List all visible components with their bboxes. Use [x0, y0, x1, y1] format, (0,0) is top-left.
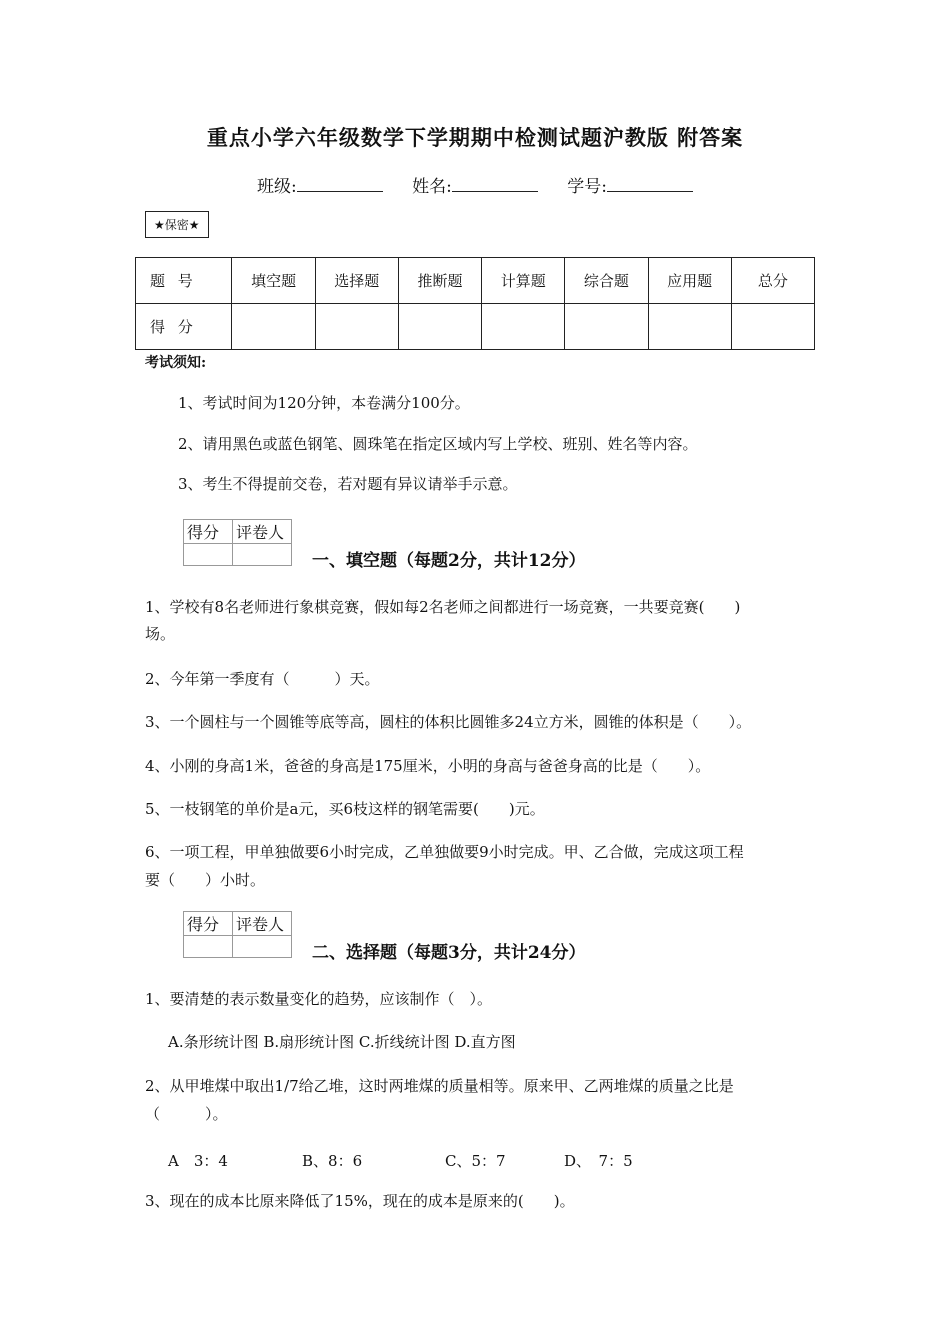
section-title: 一、填空题（每题2分，共计12分） [312, 551, 586, 571]
confidential-badge: ★保密★ [145, 211, 209, 238]
question: 2、从甲堆煤中取出1/7给乙堆，这时两堆煤的质量相等。原来甲、乙两堆煤的质量之比是 [145, 1077, 734, 1095]
option: A 3：4 [168, 1152, 228, 1170]
name-field[interactable] [412, 172, 538, 197]
question: 4、小刚的身高1米，爸爸的身高是175厘米，小明的身高与爸爸身高的比是（ ）。 [145, 757, 711, 775]
question: 2、今年第一季度有（ ）天。 [145, 670, 380, 688]
score-table [135, 257, 815, 350]
question-continued: 场。 [145, 625, 176, 643]
option: B、8：6 [302, 1152, 363, 1170]
score-table-row-head: 题 号 [136, 258, 232, 304]
notice-heading: 考试须知: [145, 355, 207, 371]
score-cell[interactable] [648, 304, 731, 350]
grader-score-cell[interactable] [184, 544, 233, 566]
score-col-comprehensive: 综合题 [565, 258, 648, 304]
question-continued: （ ）。 [145, 1105, 228, 1123]
question: 3、一个圆柱与一个圆锥等底等高，圆柱的体积比圆锥多24立方米，圆锥的体积是（ ）。 [145, 713, 752, 731]
class-blank[interactable] [297, 175, 383, 192]
score-cell[interactable] [232, 304, 315, 350]
notice-item: 3、考生不得提前交卷，若对题有异议请举手示意。 [178, 475, 518, 493]
score-col-calc: 计算题 [482, 258, 565, 304]
grader-score-label: 得分 [184, 912, 233, 936]
grader-reviewer-cell[interactable] [233, 544, 292, 566]
score-col-choice: 选择题 [315, 258, 398, 304]
document-title: 重点小学六年级数学下学期期中检测试题沪教版 附答案 [206, 125, 744, 150]
grader-reviewer-label: 评卷人 [233, 520, 292, 544]
class-field[interactable] [257, 172, 383, 197]
score-col-application: 应用题 [648, 258, 731, 304]
score-cell[interactable] [398, 304, 481, 350]
question-options: A.条形统计图 B.扇形统计图 C.折线统计图 D.直方图 [168, 1033, 516, 1051]
question: 6、一项工程，甲单独做要6小时完成，乙单独做要9小时完成。甲、乙合做，完成这项工程 [145, 843, 744, 861]
grader-reviewer-cell[interactable] [233, 936, 292, 958]
grader-score-cell[interactable] [184, 936, 233, 958]
grader-reviewer-label: 评卷人 [233, 912, 292, 936]
option: C、5：7 [445, 1152, 506, 1170]
question-continued: 要（ ）小时。 [145, 871, 266, 889]
grader-score-label: 得分 [184, 520, 233, 544]
class-label: 班级: [256, 177, 297, 197]
number-blank[interactable] [607, 175, 693, 192]
score-col-judge: 推断题 [398, 258, 481, 304]
score-col-fill: 填空题 [232, 258, 315, 304]
number-label: 学号: [567, 177, 607, 197]
question: 3、现在的成本比原来降低了15%，现在的成本是原来的( )。 [145, 1192, 575, 1210]
score-col-total: 总分 [731, 258, 814, 304]
question: 1、要清楚的表示数量变化的趋势，应该制作（ ）。 [145, 990, 493, 1008]
grader-box [183, 519, 292, 566]
score-cell[interactable] [315, 304, 398, 350]
score-cell[interactable] [482, 304, 565, 350]
score-table-header-row [136, 258, 815, 304]
notice-item: 1、考试时间为120分钟，本卷满分100分。 [178, 394, 470, 412]
option: D、 7：5 [564, 1152, 633, 1170]
section-title: 二、选择题（每题3分，共计24分） [312, 943, 586, 963]
score-table-score-row [136, 304, 815, 350]
student-info-line [0, 172, 950, 197]
question: 5、一枝钢笔的单价是a元，买6枝这样的钢笔需要( )元。 [145, 800, 545, 818]
score-cell[interactable] [731, 304, 814, 350]
name-blank[interactable] [452, 175, 538, 192]
score-cell[interactable] [565, 304, 648, 350]
notice-item: 2、请用黑色或蓝色钢笔、圆珠笔在指定区域内写上学校、班别、姓名等内容。 [178, 435, 698, 453]
score-table-row-head: 得 分 [136, 304, 232, 350]
grader-box [183, 911, 292, 958]
name-label: 姓名: [412, 177, 452, 197]
question: 1、学校有8名老师进行象棋竞赛，假如每2名老师之间都进行一场竞赛，一共要竞赛( ) [145, 598, 741, 616]
number-field[interactable] [567, 172, 693, 197]
